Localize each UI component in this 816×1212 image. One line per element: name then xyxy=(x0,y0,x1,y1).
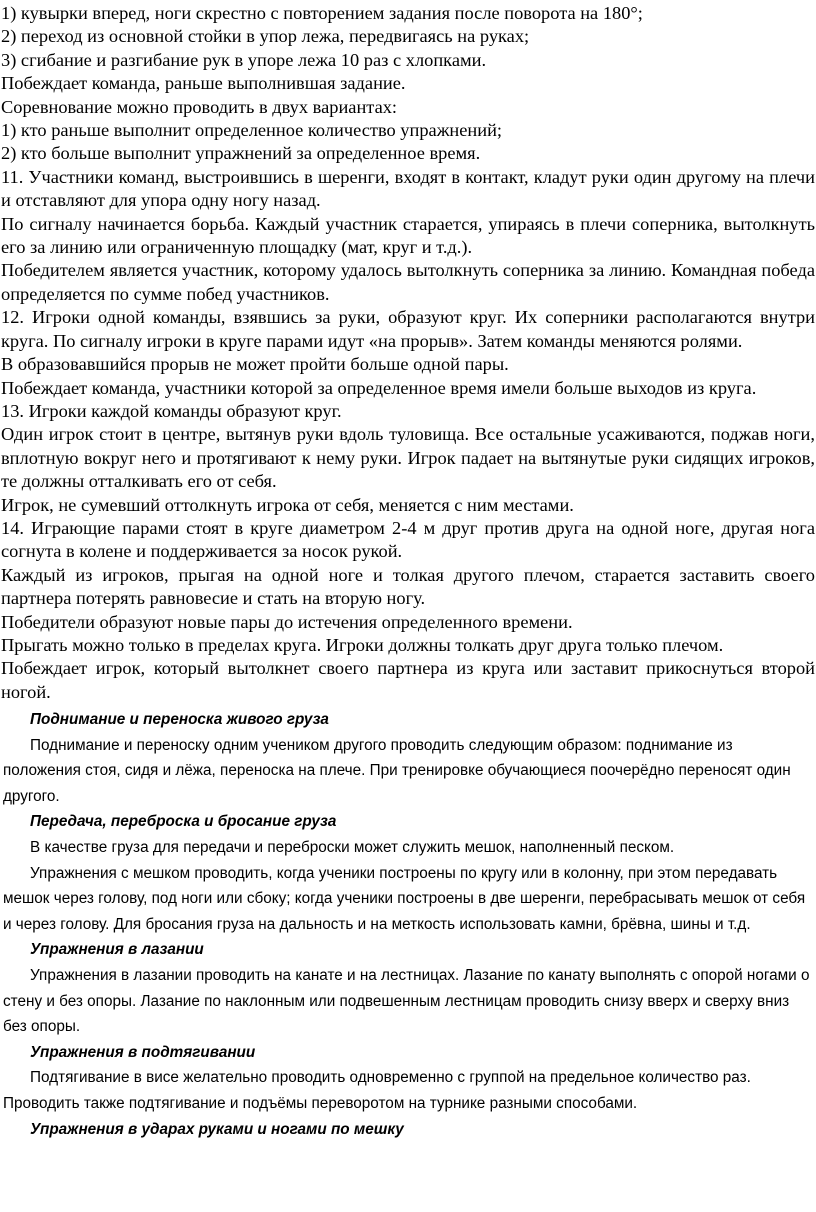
section-text-climbing: Упражнения в лазании проводить на канате и на лестницах. Лазание по канату выполнять с опорой ногами о стену и без опоры. Лазание по наклонным или подвешенным лестницам проводить снизу вверх и сверху вниз без опоры. xyxy=(3,966,810,1036)
section-heading-lifting: Поднимание и переноска живого груза xyxy=(30,711,329,728)
games-rules-block xyxy=(0,2,816,704)
paragraph: Победителем является участник, которому удалось вытолкнуть соперника за линию. Командная победа определяется по сумме побед участников. xyxy=(1,260,815,304)
paragraph: 13. Игроки каждой команды образуют круг. xyxy=(1,400,342,421)
paragraph: Побеждает команда, участники которой за определенное время имели больше выходов из круга. xyxy=(1,377,757,398)
paragraph: 3) сгибание и разгибание рук в упоре лежа 10 раз с хлопками. xyxy=(1,49,487,70)
paragraph: Прыгать можно только в пределах круга. Игроки должны толкать друг друга только плечом. xyxy=(1,634,724,655)
paragraph: 2) переход из основной стойки в упор лежа, передвигаясь на руках; xyxy=(1,26,530,47)
paragraph: 2) кто больше выполнит упражнений за определенное время. xyxy=(1,143,481,164)
paragraph: Побеждает игрок, который вытолкнет своего партнера из круга или заставит прикоснуться второй ногой. xyxy=(1,658,815,702)
paragraph: 1) кто раньше выполнит определенное количество упражнений; xyxy=(1,120,503,141)
section-text-pullups: Подтягивание в висе желательно проводить одновременно с группой на предельное количество раз. Проводить также подтягивание и подъёмы переворотом на турнике разными способами. xyxy=(3,1069,751,1112)
exercises-block xyxy=(0,707,816,1142)
paragraph: Соревнование можно проводить в двух вариантах: xyxy=(1,96,398,117)
paragraph: 1) кувырки вперед, ноги скрестно с повторением задания после поворота на 180°; xyxy=(1,3,643,23)
section-heading-pullups: Упражнения в подтягивании xyxy=(30,1043,256,1061)
section-text-passing-1: В качестве груза для передачи и переброски может служить мешок, наполненный песком. xyxy=(30,838,675,856)
section-text-lifting: Поднимание и переноску одним учеником другого проводить следующим образом: поднимание из положения стоя, сидя и лёжа, переноска на плече. При тренировке обучающиеся поочерёдно переносят один другого. xyxy=(3,736,791,805)
paragraph: Побеждает команда, раньше выполнившая задание. xyxy=(1,73,406,94)
section-heading-climbing: Упражнения в лазании xyxy=(30,941,204,959)
paragraph: Каждый из игроков, прыгая на одной ноге и толкая другого плечом, старается заставить своего партнера потерять равновесие и стать на вторую ногу. xyxy=(1,564,815,609)
section-text-passing-2: Упражнения с мешком проводить, когда ученики построены по кругу или в колонну, при этом передавать мешок через голову, под ноги или сбоку; когда ученики построены в две шеренги, перебрасывать мешок от себя и через голову. Для бросания груза на дальность и на меткость использовать камни, брёвна, шины и т.д. xyxy=(3,864,806,933)
paragraph: 12. Игроки одной команды, взявшись за руки, образуют круг. Их соперники располагаются внутри круга. По сигналу игроки в круге парами идут «на прорыв». Затем команды меняются ролями. xyxy=(1,307,815,351)
paragraph: 11. Участники команд, выстроившись в шеренги, входят в контакт, кладут руки один другому на плечи и отставляют для упора одну ногу назад. xyxy=(1,166,815,211)
section-heading-strikes: Упражнения в ударах руками и ногами по мешку xyxy=(30,1120,404,1138)
paragraph: По сигналу начинается борьба. Каждый участник старается, упираясь в плечи соперника, вытолкнуть его за линию или ограниченную площадку (мат, круг и т.д.). xyxy=(1,213,815,258)
paragraph: В образовавшийся прорыв не может пройти больше одной пары. xyxy=(1,354,509,375)
section-heading-passing: Передача, переброска и бросание груза xyxy=(30,813,337,831)
paragraph: Победители образуют новые пары до истечения определенного времени. xyxy=(1,611,573,632)
paragraph: 14. Играющие парами стоят в круге диаметром 2-4 м друг против друга на одной ноге, другая нога согнута в колене и поддерживается за носок рукой. xyxy=(1,517,815,562)
paragraph: Игрок, не сумевший оттолкнуть игрока от себя, меняется с ним местами. xyxy=(1,494,574,515)
paragraph: Один игрок стоит в центре, вытянув руки вдоль туловища. Все остальные усаживаются, поджав ноги, вплотную вокруг него и протягивают к нему руки. Игрок падает на вытянутые руки сидящих игроков, те должны отталкивать его от себя. xyxy=(1,424,815,492)
